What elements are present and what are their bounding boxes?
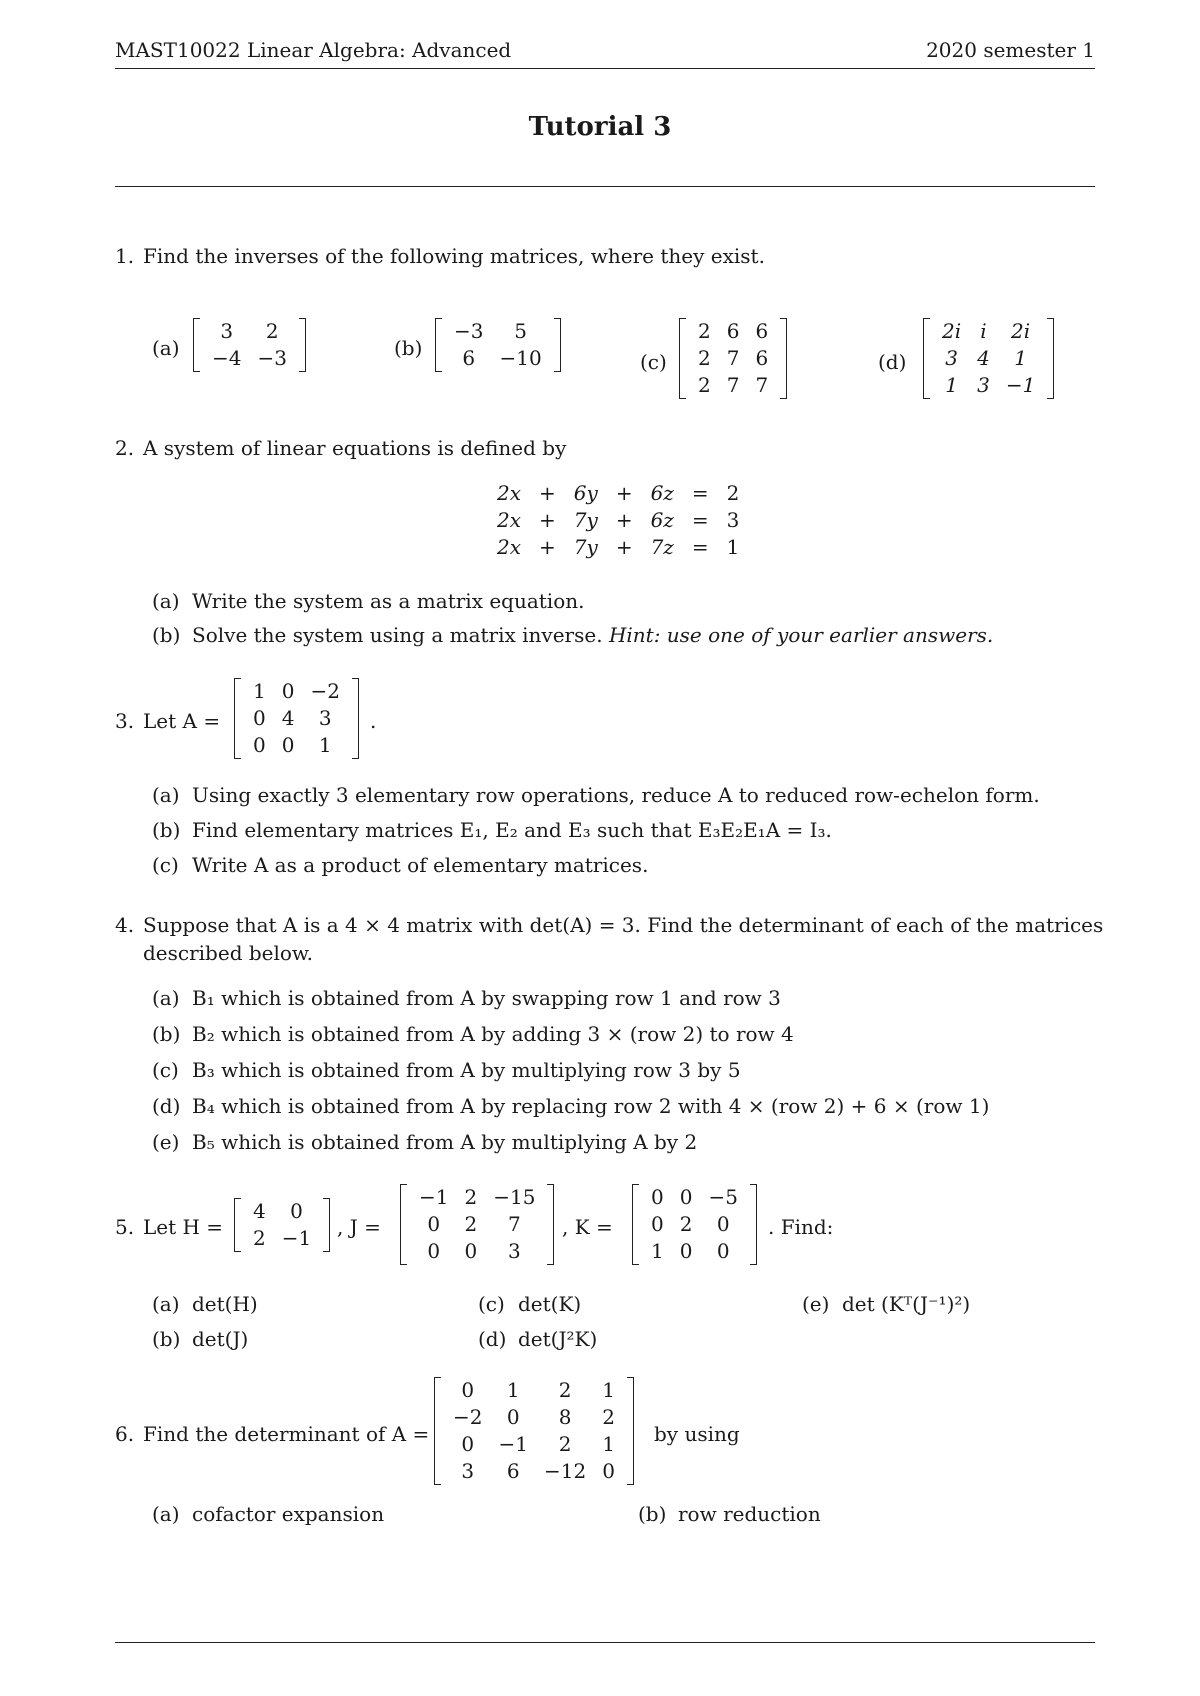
system-rhs: 3 <box>726 508 740 532</box>
q5a-text: det(H) <box>192 1292 258 1316</box>
matrix-cell: 2 <box>558 1432 572 1456</box>
q5b-text: det(J) <box>192 1327 249 1351</box>
q2b-hint: Hint: use one of your earlier answers. <box>608 623 994 647</box>
q1d-label: (d) <box>878 350 907 374</box>
system-term: 6y <box>573 481 598 505</box>
q4d-text: B₄ which is obtained from A by replacing row 2 with 4 × (row 2) + 6 × (row 1) <box>192 1094 990 1118</box>
matrix-cell: −1 <box>498 1432 528 1456</box>
q5d-label: (d) <box>478 1327 507 1351</box>
system-op: + <box>539 535 556 559</box>
header-rule <box>115 68 1095 69</box>
matrix-cell: 2 <box>679 1212 693 1236</box>
system-op: + <box>539 508 556 532</box>
q1a-label: (a) <box>152 336 180 360</box>
matrix-cell: −10 <box>499 346 542 370</box>
matrix-cell: −2 <box>310 679 340 703</box>
system-op: = <box>691 508 709 532</box>
matrix-cell: 4 <box>281 706 295 730</box>
matrix-cell: 0 <box>679 1239 693 1263</box>
system-term: 2x <box>497 535 522 559</box>
system-term: 2x <box>497 508 522 532</box>
q3a-label: (a) <box>152 783 180 807</box>
q6-end: by using <box>654 1422 740 1446</box>
matrix-cell: 2 <box>558 1378 572 1402</box>
matrix-cell: 2 <box>464 1185 478 1209</box>
matrix-cell: −3 <box>454 319 484 343</box>
q3b-text: Find elementary matrices E₁, E₂ and E₃ such that E₃E₂E₁A = I₃. <box>192 818 832 842</box>
q6a-text: cofactor expansion <box>192 1502 385 1526</box>
system-op: = <box>691 535 709 559</box>
matrix-cell: −2 <box>453 1405 483 1429</box>
matrix-cell: 1 <box>318 733 332 757</box>
matrix-cell: 6 <box>506 1459 520 1483</box>
matrix-k <box>632 1184 757 1265</box>
matrix-cell: 2i <box>1011 319 1031 343</box>
system-rhs: 1 <box>726 535 740 559</box>
matrix-cell: 5 <box>514 319 527 343</box>
matrix-cell: 0 <box>602 1459 615 1483</box>
matrix-h <box>234 1198 330 1252</box>
q2a-text: Write the system as a matrix equation. <box>192 589 585 613</box>
system-op: + <box>615 481 633 505</box>
system-term: 6z <box>650 508 674 532</box>
system-term: 6z <box>650 481 674 505</box>
title-rule <box>115 186 1095 187</box>
matrix-cell: 3 <box>318 706 332 730</box>
matrix-cell: 0 <box>427 1239 441 1263</box>
q5e-text: det (Kᵀ(J⁻¹)²) <box>842 1292 971 1316</box>
matrix-cell: 1 <box>253 679 266 703</box>
q6a-label: (a) <box>152 1502 180 1526</box>
matrix-cell: −15 <box>493 1185 536 1209</box>
matrix-cell: 8 <box>558 1405 572 1429</box>
system-op: + <box>615 508 633 532</box>
q6-intro: Find the determinant of A = <box>143 1422 430 1446</box>
semester-label: 2020 semester 1 <box>926 38 1095 62</box>
matrix-cell: 0 <box>716 1239 730 1263</box>
matrix-cell: −1 <box>419 1185 449 1209</box>
q1b-matrix <box>435 318 561 372</box>
matrix-cell: −3 <box>257 346 287 370</box>
matrix-cell: 2 <box>602 1405 615 1429</box>
matrix-cell: −5 <box>708 1185 738 1209</box>
matrix-cell: 0 <box>461 1378 475 1402</box>
q1d-matrix <box>923 318 1054 399</box>
q2b-label: (b) <box>152 623 181 647</box>
matrix-cell: 0 <box>651 1212 664 1236</box>
matrix-cell: 4 <box>977 346 990 370</box>
matrix-cell: 0 <box>281 733 295 757</box>
matrix-cell: 0 <box>506 1405 520 1429</box>
q4d-label: (d) <box>152 1094 181 1118</box>
matrix-cell: 2i <box>942 319 962 343</box>
q5-sep-k: , K = <box>562 1215 613 1239</box>
matrix-cell: −1 <box>1005 373 1036 397</box>
matrix-cell: 0 <box>253 706 266 730</box>
footer-rule <box>115 1642 1095 1643</box>
q4b-text: B₂ which is obtained from A by adding 3 × (row 2) to row 4 <box>192 1022 794 1046</box>
matrix-cell: 7 <box>755 373 769 397</box>
q1c-matrix <box>679 318 787 399</box>
q2a-label: (a) <box>152 589 180 613</box>
system-op: + <box>539 481 556 505</box>
matrix-cell: −4 <box>212 346 242 370</box>
q5-number: 5. <box>115 1215 135 1239</box>
matrix-cell: 7 <box>507 1212 521 1236</box>
q4-number: 4. <box>115 913 135 937</box>
q5c-label: (c) <box>478 1292 505 1316</box>
matrix-cell: 7 <box>726 373 740 397</box>
q5d-text: det(J²K) <box>518 1327 598 1351</box>
q5-sep-j: , J = <box>337 1215 381 1239</box>
matrix-cell: 0 <box>651 1185 664 1209</box>
q6-number: 6. <box>115 1422 135 1446</box>
q4c-label: (c) <box>152 1058 179 1082</box>
matrix-cell: 0 <box>464 1239 478 1263</box>
matrix-cell: i <box>980 319 987 343</box>
matrix-cell: 2 <box>464 1212 478 1236</box>
matrix-cell: 1 <box>602 1378 615 1402</box>
matrix-cell: 3 <box>507 1239 521 1263</box>
page-title: Tutorial 3 <box>528 112 672 142</box>
matrix-cell: 7 <box>726 346 740 370</box>
matrix-cell: −12 <box>543 1459 587 1483</box>
system-op: = <box>691 481 709 505</box>
matrix-j <box>400 1184 554 1265</box>
q6b-label: (b) <box>638 1502 667 1526</box>
q6-matrix <box>434 1377 634 1485</box>
matrix-cell: 2 <box>253 1226 266 1250</box>
matrix-cell: 3 <box>945 346 958 370</box>
matrix-cell: 2 <box>698 319 711 343</box>
q3-end: . <box>370 709 377 733</box>
system-op: + <box>615 535 633 559</box>
matrix-cell: 3 <box>977 373 990 397</box>
matrix-cell: 2 <box>698 373 711 397</box>
matrix-cell: 1 <box>506 1378 520 1402</box>
q3-number: 3. <box>115 709 135 733</box>
matrix-cell: 1 <box>945 373 958 397</box>
q5e-label: (e) <box>802 1292 830 1316</box>
q4a-label: (a) <box>152 986 180 1010</box>
matrix-cell: 4 <box>253 1199 266 1223</box>
system-term: 7y <box>573 508 598 532</box>
system-term: 7y <box>573 535 598 559</box>
q1c-label: (c) <box>640 350 667 374</box>
q3c-text: Write A as a product of elementary matrices. <box>192 853 649 877</box>
matrix-cell: 6 <box>755 319 769 343</box>
matrix-cell: 3 <box>220 319 234 343</box>
matrix-cell: 1 <box>651 1239 664 1263</box>
matrix-cell: 0 <box>461 1432 475 1456</box>
matrix-cell: 0 <box>716 1212 730 1236</box>
q4a-text: B₁ which is obtained from A by swapping row 1 and row 3 <box>192 986 781 1010</box>
system-term: 2x <box>497 481 522 505</box>
q4e-label: (e) <box>152 1130 180 1154</box>
matrix-cell: 0 <box>253 733 266 757</box>
q4c-text: B₃ which is obtained from A by multiplying row 3 by 5 <box>192 1058 741 1082</box>
matrix-cell: 2 <box>265 319 279 343</box>
q5-let-h: Let H = <box>143 1215 224 1239</box>
system-term: 7z <box>650 535 674 559</box>
matrix-cell: 1 <box>602 1432 615 1456</box>
system-rhs: 2 <box>726 481 740 505</box>
linear-system <box>488 480 748 561</box>
q6b-text: row reduction <box>678 1502 821 1526</box>
q5b-label: (b) <box>152 1327 181 1351</box>
q3-intro: Let A = <box>143 709 221 733</box>
q4e-text: B₅ which is obtained from A by multiplying A by 2 <box>192 1130 698 1154</box>
q3a-text: Using exactly 3 elementary row operations, reduce A to reduced row-echelon form. <box>192 783 1040 807</box>
q2-number: 2. <box>115 436 135 460</box>
matrix-cell: 0 <box>290 1199 303 1223</box>
q5-find: . Find: <box>768 1215 834 1239</box>
q3b-label: (b) <box>152 818 181 842</box>
q1b-label: (b) <box>394 336 423 360</box>
matrix-cell: 1 <box>1014 346 1027 370</box>
q1-text: Find the inverses of the following matrices, where they exist. <box>143 244 765 268</box>
q4-text-line2: described below. <box>143 941 314 965</box>
q1a-matrix <box>193 318 306 372</box>
matrix-cell: 6 <box>726 319 740 343</box>
matrix-cell: 3 <box>461 1459 475 1483</box>
q2-text: A system of linear equations is defined by <box>143 436 567 460</box>
q2b-text: Solve the system using a matrix inverse. <box>192 623 603 647</box>
matrix-cell: −1 <box>281 1226 312 1250</box>
q2b-line <box>192 623 993 647</box>
q4-text-line1: Suppose that A is a 4 × 4 matrix with det(A) = 3. Find the determinant of each of the matrices <box>143 913 1104 937</box>
matrix-cell: 0 <box>281 679 295 703</box>
matrix-cell: 0 <box>427 1212 441 1236</box>
matrix-cell: 6 <box>755 346 769 370</box>
q3-matrix <box>234 678 359 759</box>
q1-number: 1. <box>115 244 135 268</box>
matrix-cell: 6 <box>462 346 476 370</box>
q3c-label: (c) <box>152 853 179 877</box>
course-title: MAST10022 Linear Algebra: Advanced <box>115 38 512 62</box>
q5a-label: (a) <box>152 1292 180 1316</box>
q4b-label: (b) <box>152 1022 181 1046</box>
q5c-text: det(K) <box>518 1292 582 1316</box>
matrix-cell: 2 <box>698 346 711 370</box>
matrix-cell: 0 <box>679 1185 693 1209</box>
